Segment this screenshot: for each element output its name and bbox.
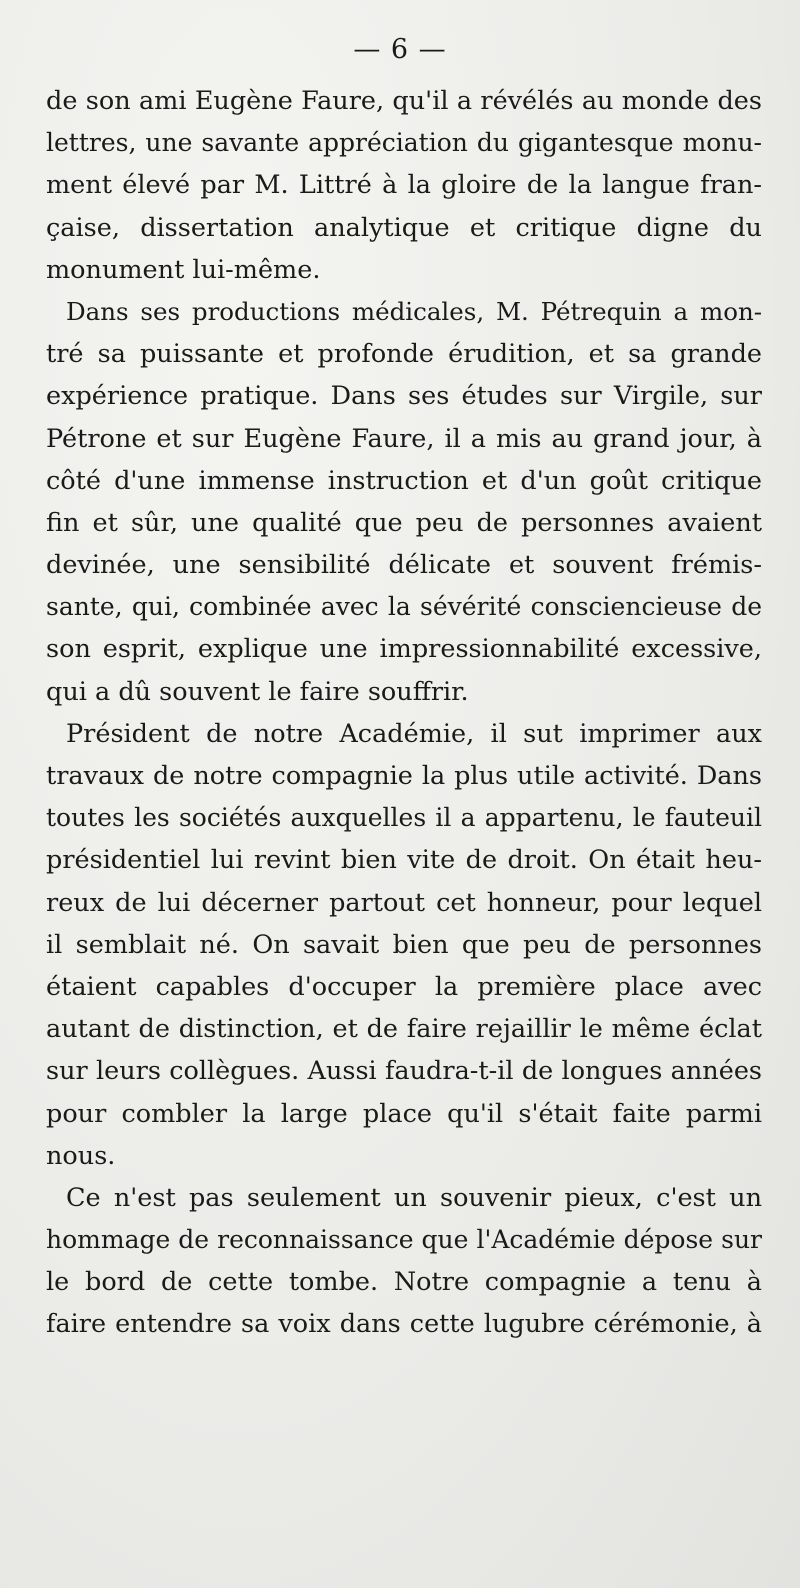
text-line: travaux de notre compagnie la plus utile activité. Dans	[46, 761, 762, 791]
text-line: devinée, une sensibilité délicate et souvent frémis-	[46, 550, 762, 581]
text-line: Pétrone et sur Eugène Faure, il a mis au grand jour, à	[46, 423, 762, 454]
text-line: il semblait né. On savait bien que peu de personnes	[46, 929, 762, 960]
text-line: çaise, dissertation analytique et critique digne du	[46, 212, 762, 243]
text-line: présidentiel lui revint bien vite de droit. On était heu-	[46, 845, 762, 876]
text-line: autant de distinction, et de faire rejaillir le même éclat	[46, 1014, 762, 1045]
text-line: expérience pratique. Dans ses études sur Virgile, sur	[46, 381, 762, 412]
text-line: sur leurs collègues. Aussi faudra-t-il de longues années	[46, 1056, 762, 1087]
page-number: — 6 —	[353, 34, 447, 65]
text-line: pour combler la large place qu'il s'était faite parmi	[46, 1098, 762, 1129]
text-line: tré sa puissante et profonde érudition, et sa grande	[46, 339, 762, 370]
text-line: Président de notre Académie, il sut imprimer aux	[66, 718, 762, 749]
text-line: ment élevé par M. Littré à la gloire de la langue fran-	[46, 170, 762, 201]
text-line: de son ami Eugène Faure, qu'il a révélés au monde des	[46, 86, 762, 116]
text-line: reux de lui décerner partout cet honneur, pour lequel	[46, 887, 762, 918]
text-line: qui a dû souvent le faire souffrir.	[46, 676, 469, 707]
text-line: sante, qui, combinée avec la sévérité consciencieuse de	[46, 592, 762, 622]
text-line: fin et sûr, une qualité que peu de personnes avaient	[46, 507, 762, 538]
text-line: nous.	[46, 1140, 116, 1171]
text-line: hommage de reconnaissance que l'Académie dépose sur	[46, 1225, 762, 1255]
text-line: son esprit, explique une impressionnabilité excessive,	[46, 634, 762, 665]
text-line: Ce n'est pas seulement un souvenir pieux, c'est un	[66, 1182, 762, 1213]
body-text	[46, 80, 762, 1346]
text-line: étaient capables d'occuper la première place avec	[46, 971, 762, 1002]
text-line: Dans ses productions médicales, M. Pétrequin a mon-	[66, 296, 762, 326]
text-line: lettres, une savante appréciation du gigantesque monu-	[46, 128, 762, 158]
text-line: côté d'une immense instruction et d'un goût critique	[46, 465, 762, 496]
text-line: toutes les sociétés auxquelles il a appartenu, le fauteuil	[46, 803, 762, 833]
text-line: faire entendre sa voix dans cette lugubre cérémonie, à	[46, 1309, 762, 1340]
text-line: le bord de cette tombe. Notre compagnie a tenu à	[46, 1267, 762, 1298]
text-line: monument lui-même.	[46, 254, 321, 285]
